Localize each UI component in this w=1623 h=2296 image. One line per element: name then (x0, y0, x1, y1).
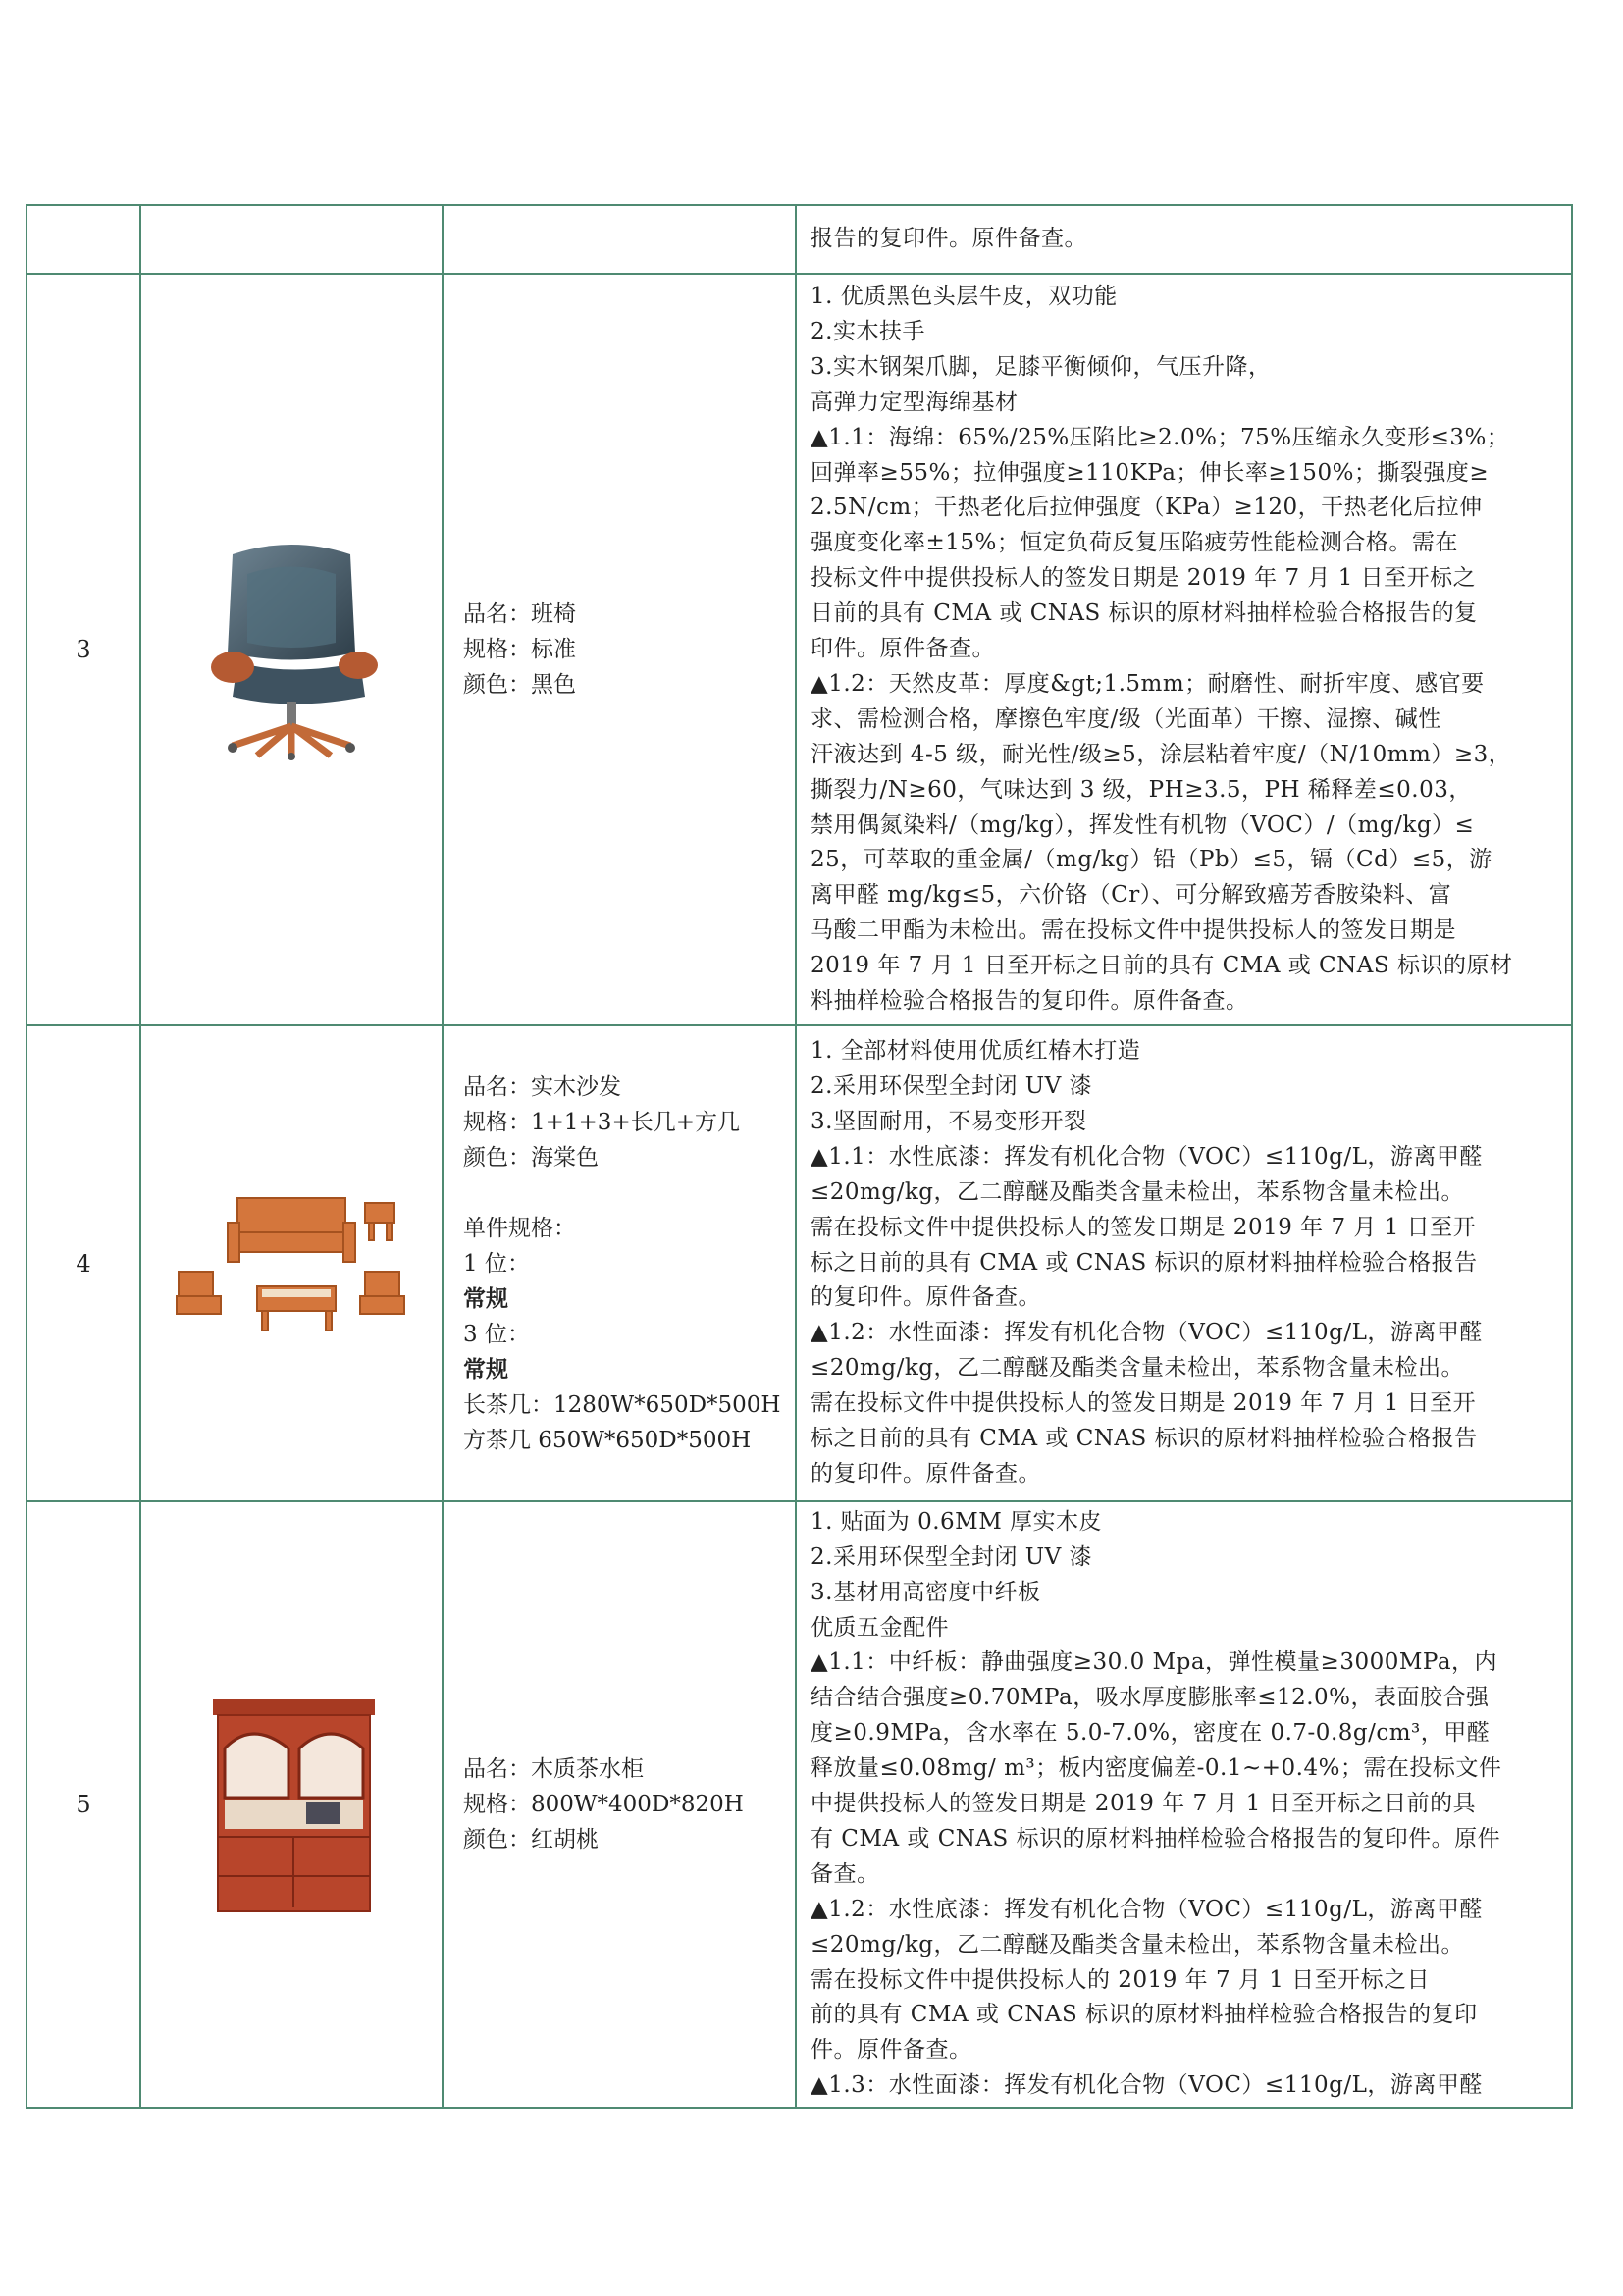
spec-line: 日前的具有 CMA 或 CNAS 标识的原材料抽样检验合格报告的复 (811, 600, 1478, 627)
spec-line: 2.采用环保型全封闭 UV 漆 (811, 1073, 1093, 1100)
spec-line: 求、需检测合格，摩擦色牢度/级（光面革）干擦、湿擦、碱性 (811, 705, 1441, 732)
spec-line: ≤20mg/kg，乙二醇醚及酯类含量未检出，苯系物含量未检出。 (811, 1355, 1464, 1382)
spec-line: 需在投标文件中提供投标人的 2019 年 7 月 1 日至开标之日 (811, 1966, 1431, 1993)
table-row (26, 274, 1572, 1025)
spec-cell (796, 274, 1572, 1025)
spec-line: 投标文件中提供投标人的签发日期是 2019 年 7 月 1 日至开标之 (811, 565, 1477, 592)
name-line: 品名：班椅 (463, 601, 576, 627)
spec-line: 2.实木扶手 (811, 318, 925, 344)
row-number (26, 205, 140, 274)
wooden-sofa-set-photo (169, 1178, 414, 1345)
spec-line: 中提供投标人的签发日期是 2019 年 7 月 1 日至开标之日前的具 (811, 1791, 1477, 1817)
name-line: 单件规格： (463, 1215, 576, 1241)
name-line: 品名：实木沙发 (463, 1073, 621, 1100)
spec-line: 标之日前的具有 CMA 或 CNAS 标识的原材料抽样检验合格报告 (811, 1426, 1478, 1452)
spec-line: 禁用偶氮染料/（mg/kg），挥发性有机物（VOC）/（mg/kg）≤ (811, 811, 1475, 838)
table-row (26, 1501, 1572, 2108)
spec-line: 2019 年 7 月 1 日至开标之日前的具有 CMA 或 CNAS 标识的原材 (811, 953, 1513, 979)
spec-cell (796, 205, 1572, 274)
spec-line: 3.基材用高密度中纤板 (811, 1579, 1041, 1605)
product-image-cell (140, 274, 443, 1025)
spec-line: 撕裂力/N≥60，气味达到 3 级，PH≥3.5，PH 稀释差≤0.03， (811, 776, 1472, 803)
spec-line: 有 CMA 或 CNAS 标识的原材料抽样检验合格报告的复印件。原件 (811, 1825, 1501, 1852)
spec-line: ▲1.1：中纤板：静曲强度≥30.0 Mpa，弹性模量≥3000MPa，内 (811, 1649, 1498, 1676)
spec-line: 前的具有 CMA 或 CNAS 标识的原材料抽样检验合格报告的复印 (811, 2002, 1478, 2028)
executive-chair-photo (193, 535, 390, 760)
name-line: 1 位： (463, 1250, 530, 1277)
row-number: 5 (26, 1501, 140, 2108)
spec-line: ▲1.1：海绵：65%/25%压陷比≥2.0%；75%压缩永久变形≤3%； (811, 424, 1510, 450)
spec-line: 3.实木钢架爪脚，足膝平衡倾仰，气压升降， (811, 353, 1272, 380)
spec-line: 标之日前的具有 CMA 或 CNAS 标识的原材料抽样检验合格报告 (811, 1249, 1478, 1276)
name-spacer (463, 1175, 795, 1211)
row-number: 4 (26, 1025, 140, 1501)
spec-line: 报告的复印件。原件备查。 (811, 226, 1087, 252)
spec-line: 1. 优质黑色头层牛皮，双功能 (811, 283, 1118, 309)
spec-line: 1. 全部材料使用优质红椿木打造 (811, 1038, 1141, 1065)
spec-line: ≤20mg/kg，乙二醇醚及酯类含量未检出，苯系物含量未检出。 (811, 1178, 1464, 1205)
name-line: 颜色：海棠色 (463, 1144, 599, 1171)
name-line: 长茶几：1280W*650D*500H (463, 1391, 781, 1418)
table-row (26, 205, 1572, 274)
table-row (26, 1025, 1572, 1501)
spec-line: ▲1.2：水性底漆：挥发有机化合物（VOC）≤110g/L，游离甲醛 (811, 1896, 1483, 1922)
spec-line: 25，可萃取的重金属/（mg/kg）铅（Pb）≤5，镉（Cd）≤5，游 (811, 847, 1492, 873)
name-line: 规格：标准 (463, 637, 576, 662)
name-line: 常规 (463, 1284, 508, 1312)
spec-cell (796, 1501, 1572, 2108)
name-line: 品名：木质茶水柜 (463, 1756, 644, 1782)
spec-line: 离甲醛 mg/kg≤5，六价铬（Cr）、可分解致癌芳香胺染料、富 (811, 882, 1452, 909)
name-line: 颜色：红胡桃 (463, 1827, 599, 1852)
spec-line: ▲1.3：水性面漆：挥发有机化合物（VOC）≤110g/L，游离甲醛 (811, 2072, 1483, 2099)
name-line: 规格：800W*400D*820H (463, 1792, 744, 1817)
spec-line: 强度变化率±15%；恒定负荷反复压陷疲劳性能检测合格。需在 (811, 530, 1458, 556)
spec-line: 释放量≤0.08mg/ m³；板内密度偏差-0.1~+0.4%；需在投标文件 (811, 1755, 1502, 1782)
row-number: 3 (26, 274, 140, 1025)
spec-line: 需在投标文件中提供投标人的签发日期是 2019 年 7 月 1 日至开 (811, 1390, 1477, 1417)
product-image-cell (140, 1501, 443, 2108)
spec-line: ▲1.2：水性面漆：挥发有机化合物（VOC）≤110g/L，游离甲醛 (811, 1320, 1483, 1346)
spec-line: 结合结合强度≥0.70MPa，吸水厚度膨胀率≤12.0%，表面胶合强 (811, 1685, 1490, 1711)
spec-line: 的复印件。原件备查。 (811, 1284, 1041, 1311)
name-line: 常规 (463, 1355, 508, 1383)
product-image-cell (140, 1025, 443, 1501)
spec-line: 的复印件。原件备查。 (811, 1460, 1041, 1487)
spec-line: ▲1.1：水性底漆：挥发有机化合物（VOC）≤110g/L，游离甲醛 (811, 1143, 1483, 1170)
tea-cabinet-photo (193, 1690, 390, 1915)
spec-line: 度≥0.9MPa，含水率在 5.0-7.0%，密度在 0.7-0.8g/cm³，甲醛 (811, 1720, 1491, 1747)
name-line: 颜色：黑色 (463, 672, 576, 698)
name-line: 方茶几 650W*650D*500H (463, 1427, 752, 1453)
spec-line: 2.采用环保型全封闭 UV 漆 (811, 1543, 1093, 1570)
spec-line: 需在投标文件中提供投标人的签发日期是 2019 年 7 月 1 日至开 (811, 1214, 1477, 1240)
spec-line: 备查。 (811, 1860, 880, 1887)
product-name-cell (443, 1025, 796, 1501)
spec-line: 料抽样检验合格报告的复印件。原件备查。 (811, 988, 1249, 1015)
name-line: 3 位： (463, 1321, 530, 1347)
spec-line: 汗液达到 4-5 级，耐光性/级≥5，涂层粘着牢度/（N/10mm）≥3， (811, 741, 1512, 767)
spec-line: 3.坚固耐用，不易变形开裂 (811, 1108, 1087, 1134)
product-name-cell (443, 274, 796, 1025)
spec-line: ▲1.2：天然皮革：厚度&gt;1.5mm；耐磨性、耐折牢度、感官要 (811, 670, 1485, 697)
spec-line: 高弹力定型海绵基材 (811, 389, 1019, 415)
spec-line: 优质五金配件 (811, 1614, 949, 1641)
spec-line: 件。原件备查。 (811, 2037, 972, 2063)
spec-line: 印件。原件备查。 (811, 636, 995, 662)
spec-line: 回弹率≥55%；拉伸强度≥110KPa；伸长率≥150%；撕裂强度≥ (811, 459, 1490, 486)
product-image-cell (140, 205, 443, 274)
name-line: 规格：1+1+3+长几+方几 (463, 1109, 740, 1135)
product-name-cell (443, 205, 796, 274)
spec-line: 1. 贴面为 0.6MM 厚实木皮 (811, 1508, 1103, 1535)
product-name-cell (443, 1501, 796, 2108)
spec-table (26, 204, 1573, 2109)
spec-line: 马酸二甲酯为未检出。需在投标文件中提供投标人的签发日期是 (811, 917, 1456, 944)
spec-line: ≤20mg/kg，乙二醇醚及酯类含量未检出，苯系物含量未检出。 (811, 1931, 1464, 1957)
spec-line: 2.5N/cm；干热老化后拉伸强度（KPa）≥120，干热老化后拉伸 (811, 495, 1483, 521)
spec-cell (796, 1025, 1572, 1501)
